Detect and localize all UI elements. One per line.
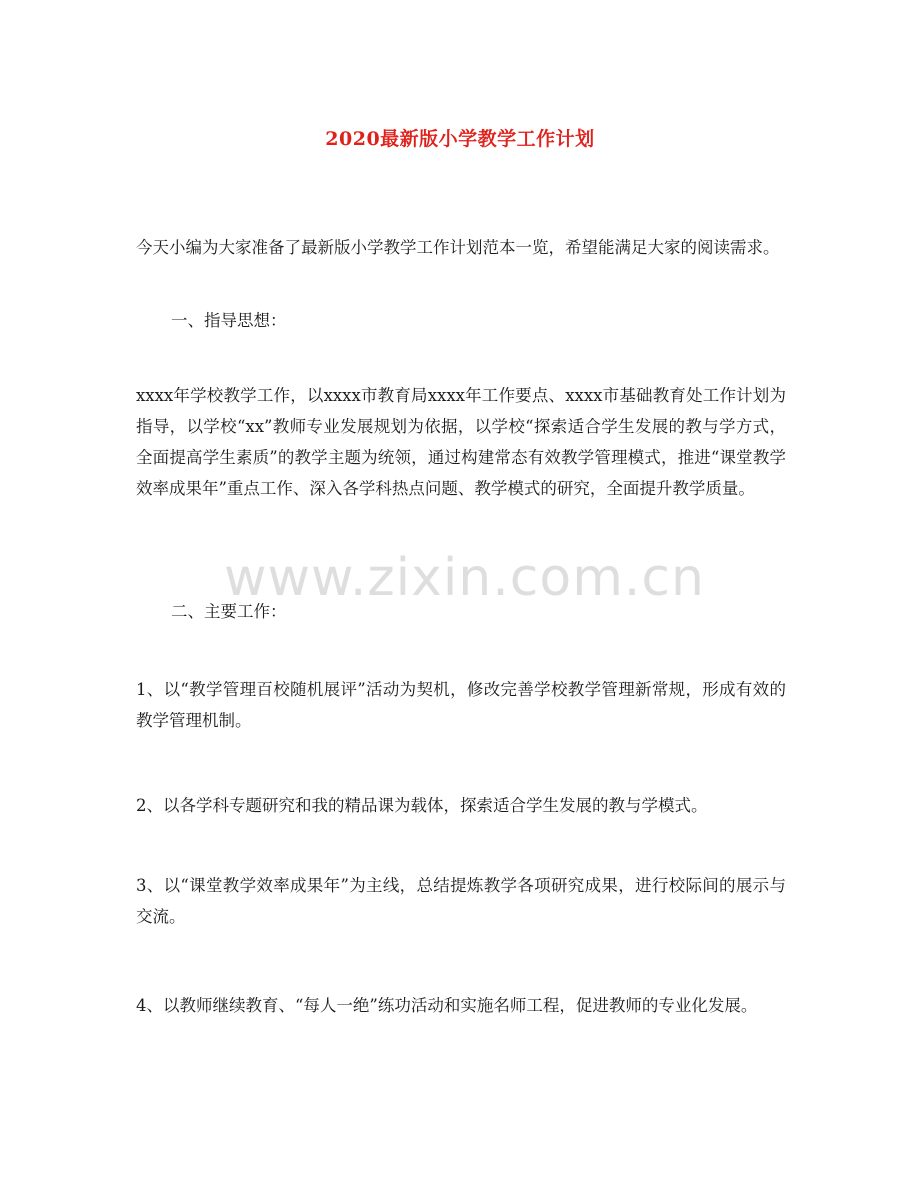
list-item: 2、以各学科专题研究和我的精品课为载体，探索适合学生发展的教与学模式。 (136, 796, 708, 815)
intro-paragraph: 今天小编为大家准备了最新版小学教学工作计划范本一览，希望能满足大家的阅读需求。 (136, 238, 780, 257)
section-heading-main-work: 二、主要工作： (171, 602, 287, 621)
document-title: 2020最新版小学教学工作计划 (325, 128, 595, 150)
watermark: www.zixin.com.cn (224, 548, 705, 608)
list-item: 4、以教师继续教育、“每人一绝”练功活动和实施名师工程，促进教师的专业化发展。 (136, 996, 758, 1015)
list-item: 3、以“课堂教学效率成果年”为主线，总结提炼教学各项研究成果，进行校际间的展示与交流。 (136, 876, 786, 926)
section-heading-guiding-ideology: 一、指导思想： (171, 311, 287, 330)
section-paragraph-guiding-ideology: xxxx年学校教学工作，以xxxx市教育局xxxx年工作要点、xxxx市基础教育处工作计划为指导，以学校“xx”教师专业发展规划为依据，以学校“探索适合学生发展的教与学方式，全面提高学生素质”的教学主题为统领，通过构建常态有效教学管理模式，推进“课堂教学效率成果年”重点工作、深入各学科热点问题、教学模式的研究，全面提升教学质量。 (136, 386, 786, 498)
list-item: 1、以“教学管理百校随机展评”活动为契机，修改完善学校教学管理新常规，形成有效的教学管理机制。 (136, 680, 786, 730)
